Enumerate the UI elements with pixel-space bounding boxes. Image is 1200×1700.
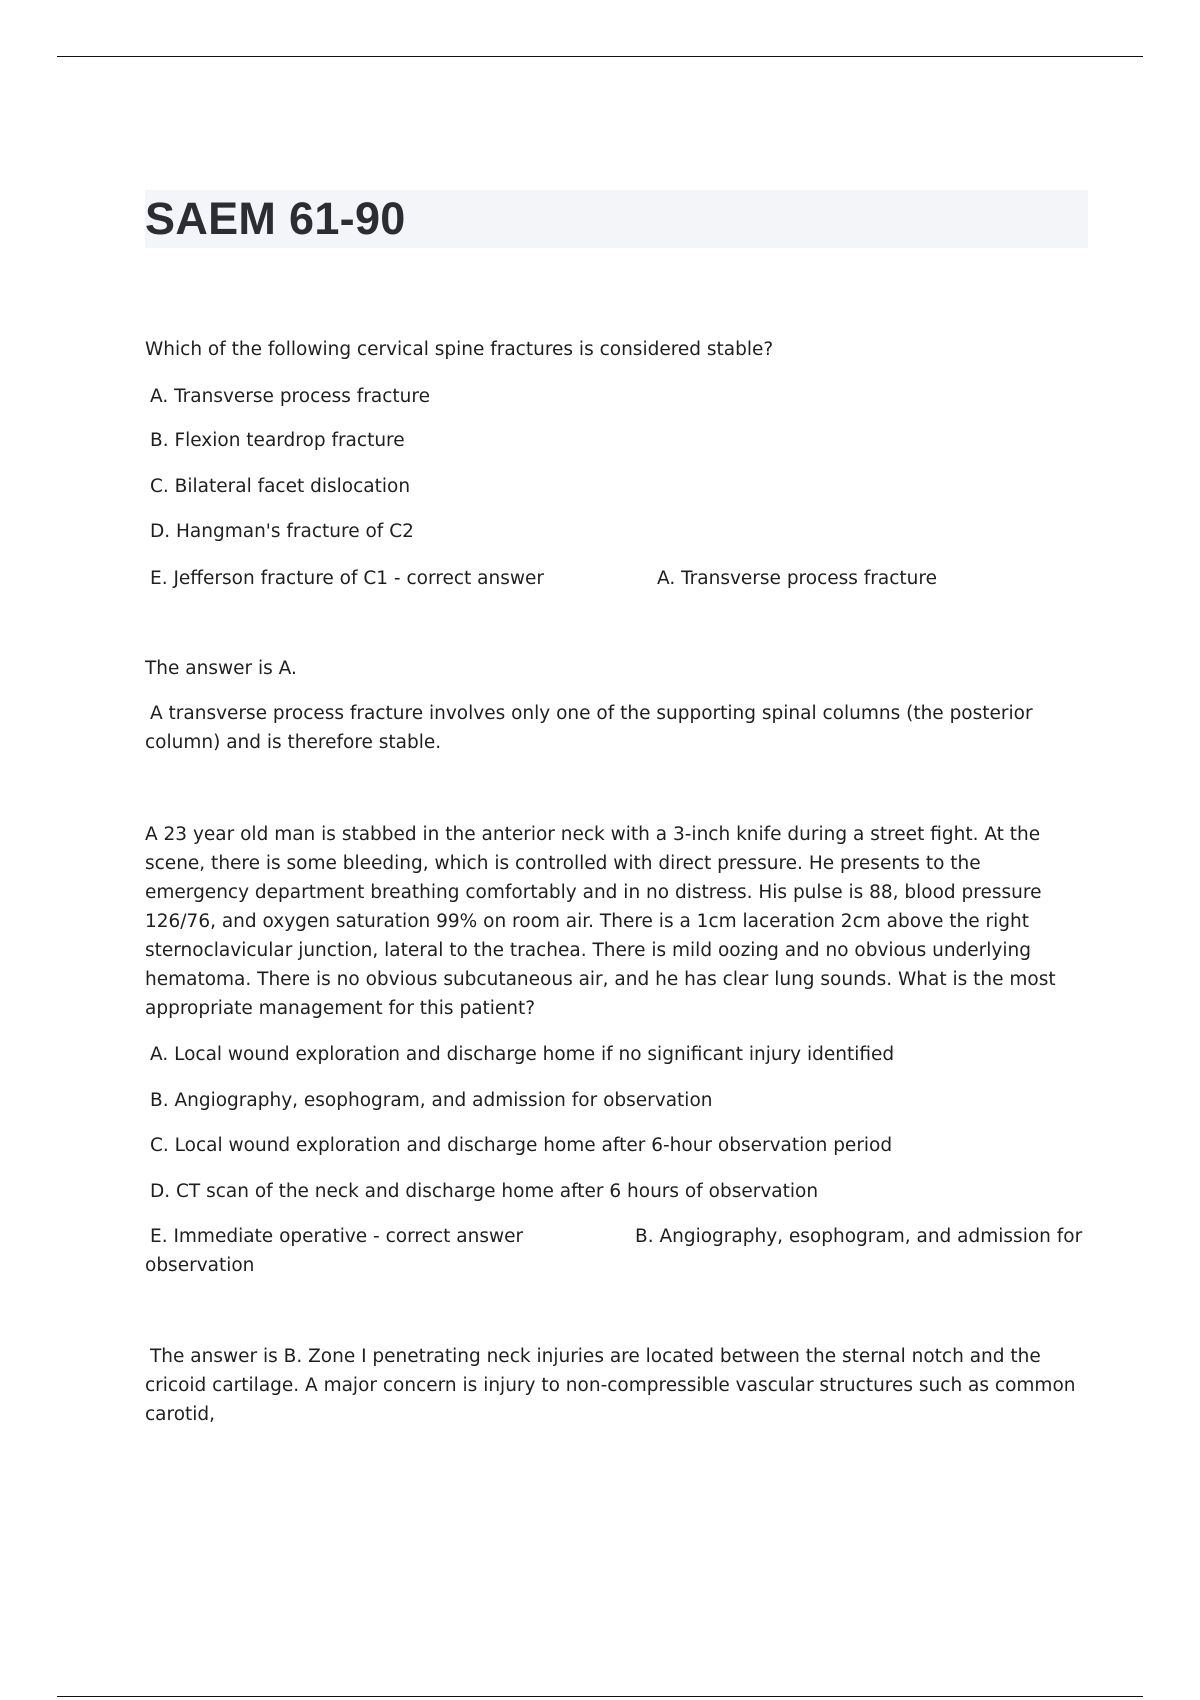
document-title: SAEM 61-90: [145, 193, 406, 244]
q2-option-b: B. Angiography, esophogram, and admission for observation: [150, 1090, 713, 1111]
q2-explanation: The answer is B. Zone I penetrating neck injuries are located between the sternal notch and the cricoid cartilage. A major concern is injury to non-compressible vascular structures such as common carotid,: [145, 1346, 1076, 1425]
q1-option-c: C. Bilateral facet dislocation: [150, 476, 411, 497]
q2-option-d: D. CT scan of the neck and discharge home after 6 hours of observation: [150, 1181, 819, 1202]
q1-option-e-row: [145, 564, 1090, 593]
q1-answer-line: The answer is A.: [145, 658, 297, 679]
q1-option-d: D. Hangman's fracture of C2: [150, 521, 414, 542]
q1-option-a: A. Transverse process fracture: [150, 386, 430, 407]
q1-question: Which of the following cervical spine fractures is considered stable?: [145, 339, 774, 360]
q1-explanation: A transverse process fracture involves only one of the supporting spinal columns (the posterior column) and is therefore stable.: [145, 703, 1033, 753]
q1-option-e: E. Jefferson fracture of C1 - correct answer: [150, 568, 544, 589]
q2-correct-answer-line2: observation: [145, 1255, 255, 1276]
q2-question: A 23 year old man is stabbed in the anterior neck with a 3-inch knife during a street fight. At the scene, there is some bleeding, which is controlled with direct pressure. He presents to the emergency department breathing comfortably and in no distress. His pulse is 88, blood pressure 126/76, and oxygen saturation 99% on room air. There is a 1cm laceration 2cm above the right sternoclavicular junction, lateral to the trachea. There is mild oozing and no obvious underlying hematoma. There is no obvious subcutaneous air, and he has clear lung sounds. What is the most appropriate management for this patient?: [145, 824, 1056, 1019]
q2-correct-answer-line1: B. Angiography, esophogram, and admission for: [635, 1226, 1083, 1247]
bottom-rule: [57, 1696, 1143, 1697]
q2-option-a: A. Local wound exploration and discharge home if no significant injury identified: [150, 1044, 895, 1065]
q2-option-e-row: [145, 1222, 1090, 1280]
top-rule: [57, 56, 1143, 57]
q1-correct-answer: A. Transverse process fracture: [657, 568, 937, 589]
q1-option-b: B. Flexion teardrop fracture: [150, 430, 405, 451]
q2-option-e: E. Immediate operative - correct answer: [150, 1226, 524, 1247]
q2-option-c: C. Local wound exploration and discharge home after 6-hour observation period: [150, 1135, 893, 1156]
